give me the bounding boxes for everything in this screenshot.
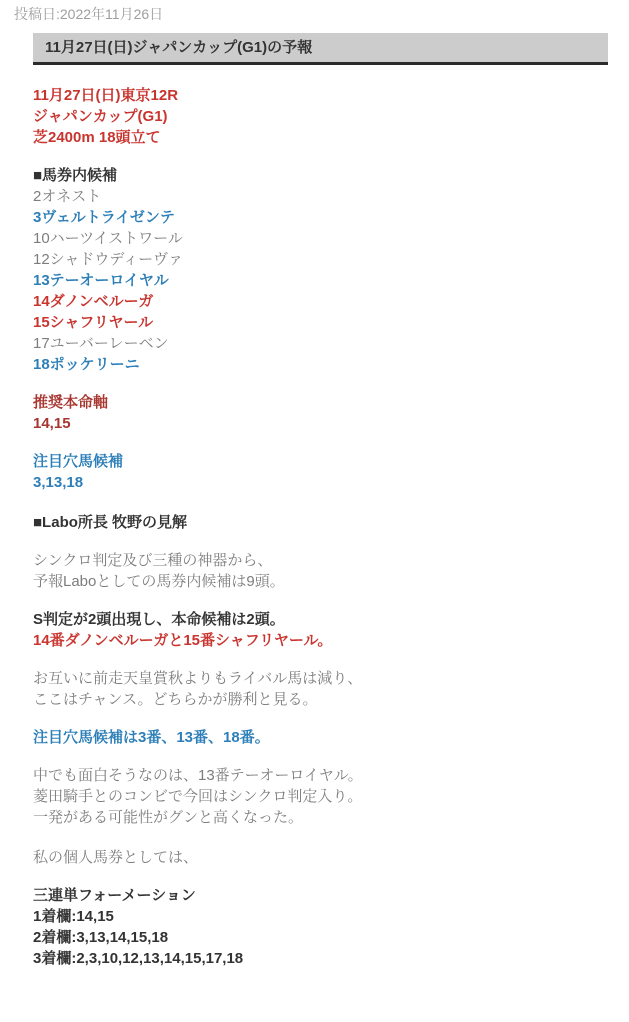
opinion-line: ここはチャンス。どちらかが勝利と見る。: [33, 691, 318, 708]
recommended-axis-numbers: 14,15: [33, 415, 71, 432]
opinion-para-5: [33, 765, 608, 828]
opinion-para-2: [33, 609, 608, 651]
dark-horse-numbers: 3,13,18: [33, 474, 84, 491]
article: [33, 33, 608, 969]
horse-item: 3ヴェルトライゼンテ: [33, 209, 175, 226]
recommended-axis-heading: 推奨本命軸: [33, 394, 109, 411]
opinion-main-horses-line: 14番ダノンベルーガと15番シャフリヤール。: [33, 632, 333, 649]
horse-item: 17ユーバーレーベン: [33, 335, 169, 352]
horse-item: 14ダノンベルーガ: [33, 293, 154, 310]
opinion-line: 予報Laboとしての馬券内候補は9頭。: [33, 573, 285, 590]
opinion-para-3: [33, 668, 608, 710]
candidates-heading: ■馬券内候補: [33, 167, 118, 184]
horse-item: 18ポッケリーニ: [33, 356, 140, 373]
posted-date: 投稿日:2022年11月26日: [14, 6, 164, 22]
candidates-list: [33, 165, 608, 375]
opinion-para-4: [33, 727, 608, 748]
horse-item: 2オネスト: [33, 188, 102, 205]
opinion-para-1: [33, 550, 608, 592]
bet-formation-heading: 三連単フォーメーション: [33, 887, 196, 904]
opinion-line: 中でも面白そうなのは、13番テーオーロイヤル。: [33, 767, 363, 784]
bet-row-1st: 1着欄:14,15: [33, 908, 114, 925]
opinion-heading: [33, 512, 608, 533]
opinion-line: 菱田騎手とのコンビで今回はシンクロ判定入り。: [33, 788, 363, 805]
horse-item: 15シャフリヤール: [33, 314, 154, 331]
race-date-course: 11月27日(日)東京12R: [33, 87, 179, 104]
bet-row-2nd: 2着欄:3,13,14,15,18: [33, 929, 169, 946]
dark-horse-heading: 注目穴馬候補: [33, 453, 124, 470]
dark-horse-picks: [33, 451, 608, 493]
race-name: ジャパンカップ(G1): [33, 108, 168, 125]
article-content: [33, 65, 608, 969]
bet-formation: [33, 885, 608, 969]
horse-item: 13テーオーロイヤル: [33, 272, 169, 289]
race-conditions: 芝2400m 18頭立て: [33, 129, 161, 146]
opinion-s-rating-line: S判定が2頭出現し、本命候補は2頭。: [33, 611, 285, 628]
opinion-heading-text: ■Labo所長 牧野の見解: [33, 514, 188, 531]
opinion-line: お互いに前走天皇賞秋よりもライバル馬は減り、: [33, 670, 363, 687]
opinion-line: 私の個人馬券としては、: [33, 849, 199, 866]
bet-row-3rd: 3着欄:2,3,10,12,13,14,15,17,18: [33, 950, 244, 967]
article-title: 11月27日(日)ジャパンカップ(G1)の予報: [33, 33, 608, 65]
opinion-para-6: [33, 847, 608, 868]
opinion-line: シンクロ判定及び三種の神器から、: [33, 552, 273, 569]
race-info: [33, 85, 608, 148]
opinion-line: 一発がある可能性がグンと高くなった。: [33, 809, 304, 826]
horse-item: 12シャドウディーヴァ: [33, 251, 184, 268]
recommended-axis: [33, 392, 608, 434]
horse-item: 10ハーツイストワール: [33, 230, 183, 247]
opinion-dark-horse-line: 注目穴馬候補は3番、13番、18番。: [33, 729, 270, 746]
